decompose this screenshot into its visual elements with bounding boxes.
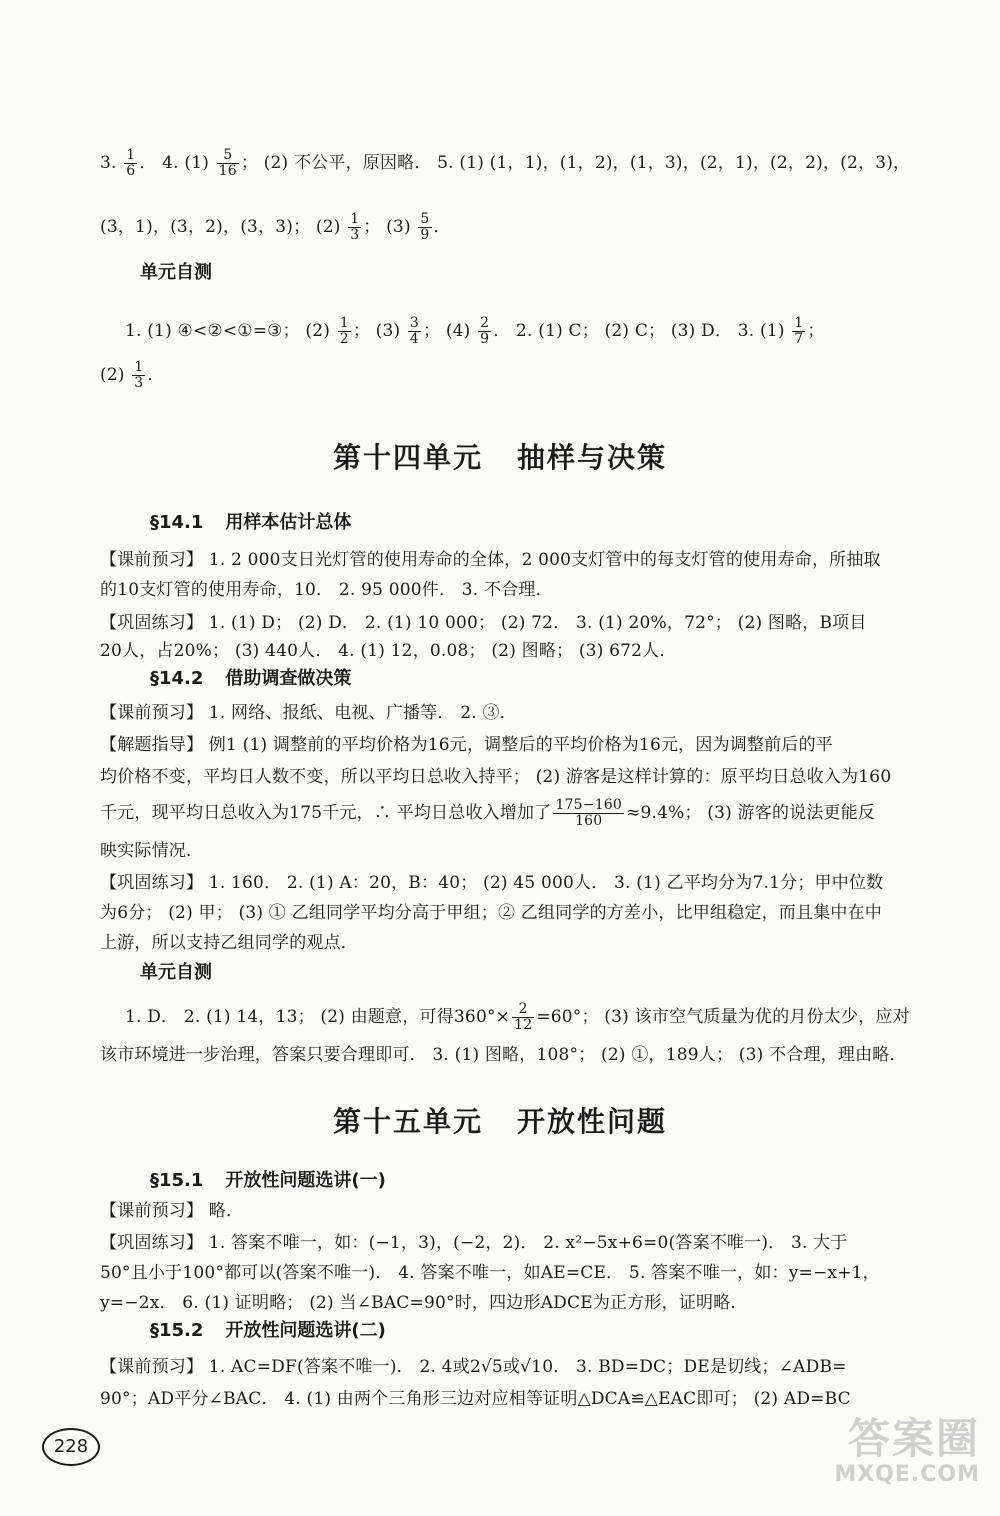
fraction-1-3 — [348, 212, 361, 243]
numerator: 2 — [512, 1002, 534, 1018]
fraction — [553, 798, 624, 829]
answer-line: 20人，占20%； (3) 440人． 4. (1) 12，0.08； (2) 图略； (3) 672人． — [100, 641, 677, 661]
text-segment: =60°； (3) 该市空气质量为优的月份太少，应对 — [536, 1007, 910, 1027]
watermark-cn: 答案圈 — [847, 1414, 980, 1463]
answer-line: 【解题指导】 例1 (1) 调整前的平均价格为16元，调整后的平均价格为16元，因为调整前后的平 — [100, 735, 833, 755]
numerator: 3 — [409, 316, 420, 331]
numerator: 1 — [134, 360, 144, 375]
text-segment: (3，1)，(3，2)，(3，3)； (2) — [100, 217, 347, 237]
answer-line: 【巩固练习】 1. (1) D； (2) D． 2. (1) 10 000； (2) 72． 3. (1) 20%，72°； (2) 图略，B项目 — [100, 613, 867, 633]
answer-line: y=−2x． 6. (1) 证明略； (2) 当∠BAC=90°时，四边形ADCE为正方形，证明略． — [100, 1293, 748, 1313]
denominator: 160 — [575, 813, 603, 829]
text-segment: ． 2. (1) C； (2) C； (3) D． 3. (1) — [493, 321, 791, 341]
numerator: 175−160 — [555, 798, 623, 813]
answer-line: 【巩固练习】 1. 160． 2. (1) A：20，B：40； (2) 45 000人． 3. (1) 乙平均分为7.1分；甲中位数 — [100, 873, 884, 893]
unit-15-title — [0, 1100, 1000, 1140]
self-test-heading: 单元自测 — [140, 262, 212, 283]
answer-line: 映实际情况． — [100, 841, 204, 861]
text-segment: ； (4) — [423, 321, 477, 341]
section-title: 开放性问题选讲(一) — [225, 1170, 386, 1191]
numerator: 1 — [126, 148, 136, 163]
fraction — [478, 316, 491, 347]
answer-line: 50°且小于100°都可以(答案不唯一)． 4. 答案不唯一，如AE=CE． 5. 答案不唯一，如：y=−x+1， — [100, 1263, 880, 1283]
denominator: 7 — [794, 331, 804, 347]
answer-line-4 — [100, 360, 932, 391]
section-number: §15.2 — [150, 1320, 204, 1341]
numerator: 5 — [217, 148, 239, 164]
answer-line: 该市环境进一步治理，答案只要合理即可． 3. (1) 图略，108°； (2) ①，189人； (3) 不合理，理由略． — [100, 1045, 907, 1065]
fraction — [338, 316, 351, 347]
answer-line — [100, 798, 932, 829]
text-segment: 千元，现平均日总收入为175千元，∴ 平均日总收入增加了 — [100, 803, 552, 823]
unit-name: 抽样与决策 — [517, 441, 668, 474]
denominator: 9 — [420, 227, 430, 243]
fraction-5-16 — [217, 148, 239, 179]
denominator: 3 — [350, 227, 360, 243]
answer-line-3 — [125, 316, 932, 347]
fraction — [408, 316, 421, 347]
answer-line: 【课前预习】 1. 2 000支日光灯管的使用寿命的全体，2 000支灯管中的每支灯管的使用寿命，所抽取 — [100, 550, 881, 570]
fraction-1-6 — [124, 148, 137, 179]
answer-line: 【巩固练习】 1. 答案不唯一，如：(−1，3)，(−2，2)． 2. x²−5x+6=0(答案不唯一)． 3. 大于 — [100, 1233, 848, 1253]
answer-line: 【课前预习】 1. AC=DF(答案不唯一)． 2. 4或2√5或√10． 3. BD=DC；DE是切线；∠ADB= — [100, 1357, 847, 1377]
section-number: §14.1 — [150, 512, 204, 533]
watermark-en: MXQE.COM — [834, 1462, 980, 1487]
text-segment: ； (3) — [352, 321, 406, 341]
section-title: 借助调查做决策 — [225, 668, 352, 689]
answer-line: 【课前预习】 1. 网络、报纸、电视、广播等． 2. ③． — [100, 703, 517, 723]
text-segment: ． — [147, 365, 165, 385]
denominator: 4 — [409, 331, 420, 347]
text-segment: 1. D． 2. (1) 14，13； (2) 由题意，可得360°× — [125, 1007, 511, 1027]
denominator: 16 — [218, 163, 237, 179]
fraction — [512, 1002, 534, 1033]
denominator: 3 — [134, 375, 144, 391]
unit-number: 第十五单元 — [332, 1105, 483, 1138]
site-watermark — [834, 1416, 980, 1487]
answer-line-2 — [100, 212, 932, 243]
section-14-1-heading — [150, 508, 351, 538]
text-segment: 3. — [100, 153, 123, 173]
unit-14-title — [0, 436, 1000, 476]
self-test-heading: 单元自测 — [140, 962, 212, 983]
section-number: §14.2 — [150, 668, 204, 689]
answer-line: 均价格不变，平均日人数不变，所以平均日总收入持平； (2) 游客是这样计算的：原平均日总收入为160 — [100, 767, 892, 787]
text-segment: ． 4. (1) — [139, 153, 215, 173]
section-14-2-heading — [150, 664, 351, 694]
unit-name: 开放性问题 — [517, 1105, 668, 1138]
answer-line: 上游，所以支持乙组同学的观点． — [100, 933, 358, 953]
numerator: 5 — [420, 212, 430, 227]
text-segment: ． — [433, 217, 451, 237]
text-segment: 1. (1) ④<②<①=③； (2) — [125, 321, 336, 341]
text-segment: (2) — [100, 365, 131, 385]
section-15-1-heading — [150, 1166, 386, 1196]
denominator: 9 — [480, 331, 490, 347]
numerator: 1 — [339, 316, 349, 331]
text-segment: ≈9.4%； (3) 游客的说法更能反 — [626, 803, 876, 823]
section-15-2-heading — [150, 1316, 386, 1346]
numerator: 1 — [794, 316, 804, 331]
section-number: §15.1 — [150, 1170, 204, 1191]
denominator: 12 — [514, 1017, 533, 1033]
denominator: 2 — [339, 331, 349, 347]
answer-line — [125, 1002, 932, 1033]
denominator: 6 — [126, 163, 136, 179]
page-number: 228 — [42, 1428, 100, 1466]
text-segment: ； (2) 不公平，原因略． 5. (1) (1，1)，(1，2)，(1，3)，(2，1)，(2，2)，(2，3)， — [240, 153, 911, 173]
unit-number: 第十四单元 — [332, 441, 483, 474]
text-segment: ； — [807, 321, 825, 341]
answer-line: 的10支灯管的使用寿命，10． 2. 95 000件． 3. 不合理． — [100, 580, 553, 600]
fraction — [132, 360, 145, 391]
text-segment: ； (3) — [363, 217, 417, 237]
answer-line: 【课前预习】 略． — [100, 1201, 244, 1221]
numerator: 1 — [350, 212, 360, 227]
section-title: 用样本估计总体 — [225, 512, 352, 533]
answer-line: 为6分； (2) 甲； (3) ① 乙组同学平均分高于甲组；② 乙组同学的方差小，比甲组稳定，而且集中在中 — [100, 903, 882, 923]
fraction-5-9 — [418, 212, 431, 243]
fraction — [792, 316, 805, 347]
answer-line: 90°；AD平分∠BAC． 4. (1) 由两个三角形三边对应相等证明△DCA≌△EAC即可； (2) AD=BC — [100, 1389, 851, 1409]
answer-line-1 — [100, 148, 932, 179]
numerator: 2 — [480, 316, 490, 331]
section-title: 开放性问题选讲(二) — [225, 1320, 386, 1341]
